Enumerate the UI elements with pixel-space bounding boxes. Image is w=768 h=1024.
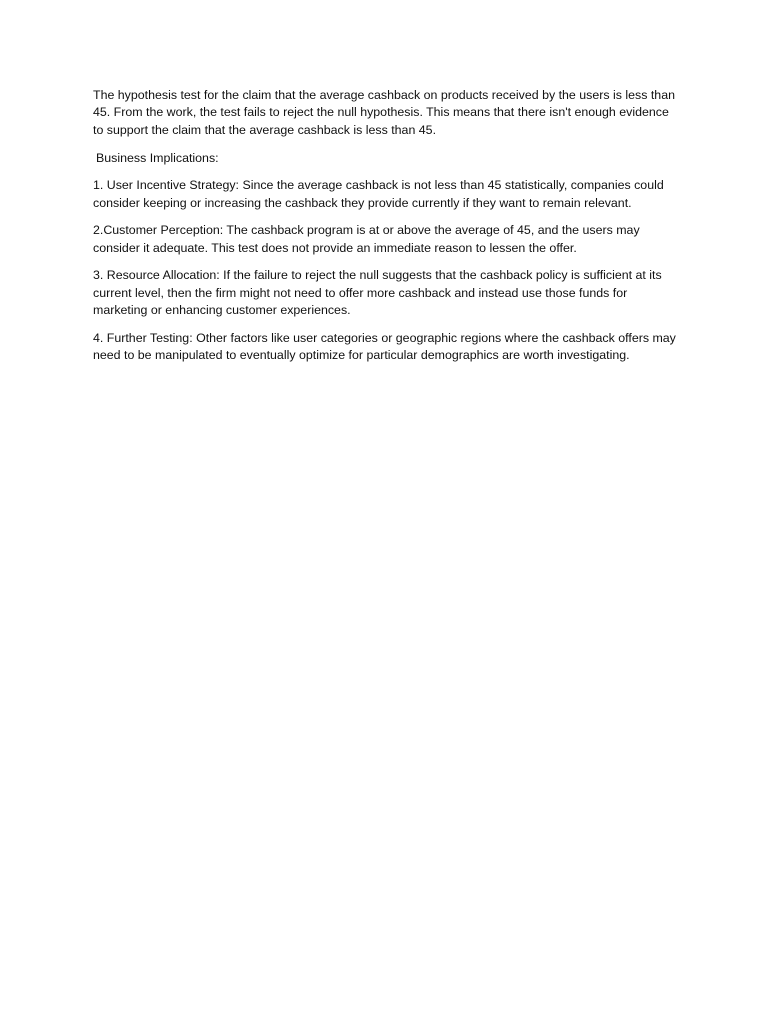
- implication-further-testing: 4. Further Testing: Other factors like user categories or geographic regions where the cashback offers may need to be manipulated to eventually optimize for particular demographics are worth investigating.: [93, 330, 676, 363]
- intro-paragraph: The hypothesis test for the claim that the average cashback on products received by the users is less than 45. From the work, the test fails to reject the null hypothesis. This means that there isn't enough evidence to support the claim that the average cashback is less than 45.: [93, 88, 675, 137]
- implication-customer-perception: 2.Customer Perception: The cashback program is at or above the average of 45, and the users may consider it adequate. This test does not provide an immediate reason to lessen the offer.: [93, 223, 640, 255]
- document-body: [93, 87, 677, 375]
- implications-heading: Business Implications:: [96, 150, 219, 165]
- implication-user-incentive-strategy: 1. User Incentive Strategy: Since the average cashback is not less than 45 statistically, companies could consider keeping or increasing the cashback they provide currently if they want to remain relevant.: [93, 178, 664, 210]
- implication-resource-allocation: 3. Resource Allocation: If the failure to reject the null suggests that the cashback policy is sufficient at its current level, then the firm might not need to offer more cashback and instead use those funds for marketing or enhancing customer experiences.: [93, 268, 662, 318]
